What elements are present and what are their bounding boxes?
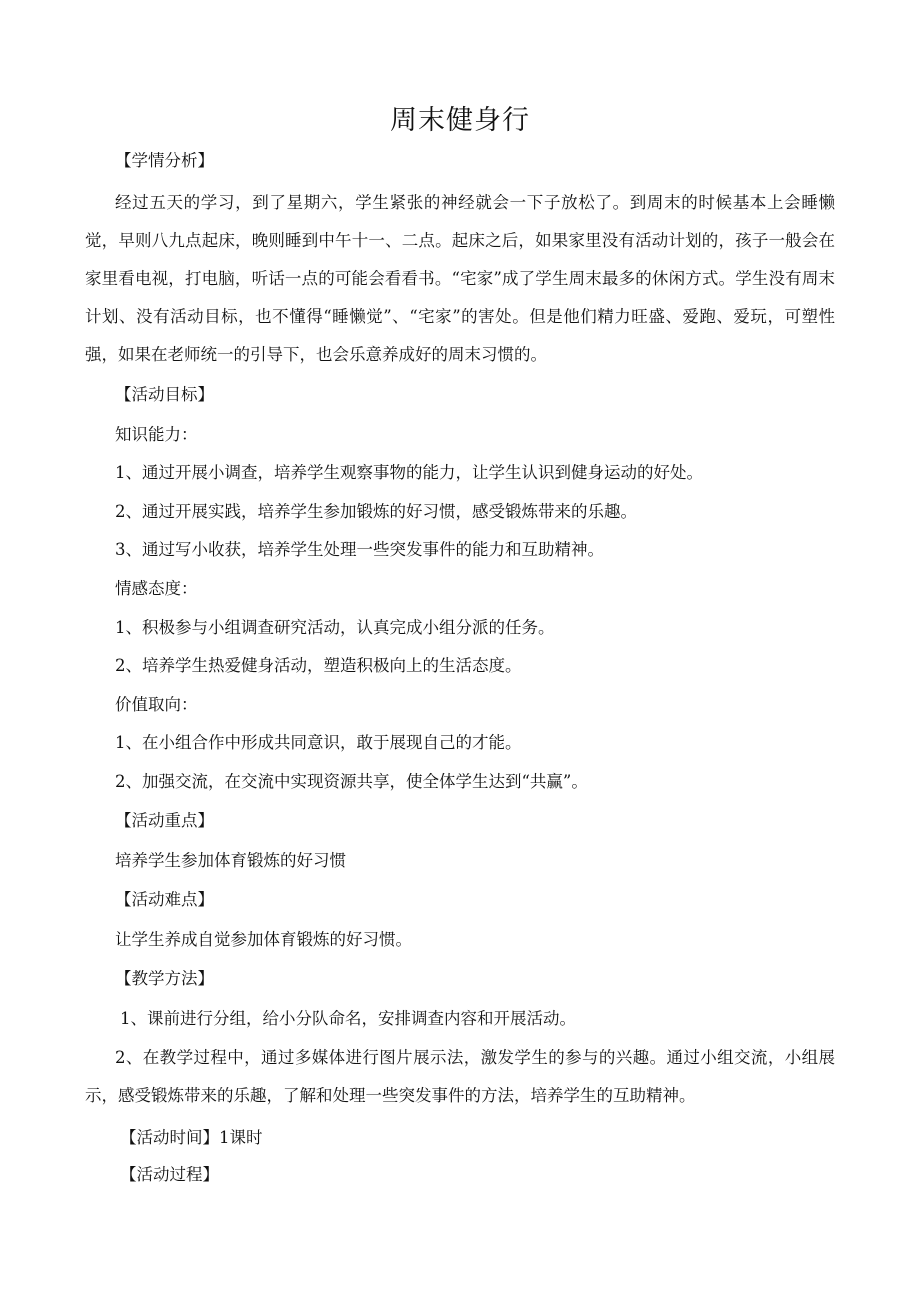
emotion-label: 情感态度： (115, 579, 198, 598)
value-item: 1、在小组合作中形成共同意识，敢于展现自己的才能。 (115, 733, 522, 752)
method-item: 2、在教学过程中，通过多媒体进行图片展示法，激发学生的参与的兴趣。通过小组交流，小组展示，感受锻炼带来的乐趣，了解和处理一些突发事件的方法，培养学生的互助精神。 (85, 1048, 835, 1105)
knowledge-item: 2、通过开展实践，培养学生参加锻炼的好习惯，感受锻炼带来的乐趣。 (115, 502, 637, 521)
emotion-item: 2、培养学生热爱健身活动，塑造积极向上的生活态度。 (115, 656, 522, 675)
method-item: 1、课前进行分组，给小分队命名，安排调查内容和开展活动。 (120, 1009, 576, 1028)
value-label: 价值取向： (115, 695, 198, 714)
time-heading: 【活动时间】1课时 (120, 1128, 263, 1147)
key-text: 培养学生参加体育锻炼的好习惯 (115, 851, 346, 870)
difficulty-heading: 【活动难点】 (115, 890, 214, 909)
value-item: 2、加强交流，在交流中实现资源共享，使全体学生达到“共赢”。 (115, 772, 588, 791)
difficulty-text: 让学生养成自觉参加体育锻炼的好习惯。 (115, 930, 412, 949)
knowledge-label: 知识能力： (115, 425, 198, 444)
knowledge-item: 3、通过写小收获，培养学生处理一些突发事件的能力和互助精神。 (115, 540, 604, 559)
page-title: 周末健身行 (390, 105, 530, 136)
emotion-item: 1、积极参与小组调查研究活动，认真完成小组分派的任务。 (115, 618, 555, 637)
key-heading: 【活动重点】 (115, 811, 214, 830)
method-heading: 【教学方法】 (115, 969, 214, 988)
analysis-heading: 【学情分析】 (115, 151, 214, 170)
goals-heading: 【活动目标】 (115, 385, 214, 404)
analysis-paragraph: 经过五天的学习，到了星期六，学生紧张的神经就会一下子放松了。到周末的时候基本上会睡懒觉，早则八九点起床，晚则睡到中午十一、二点。起床之后，如果家里没有活动计划的，孩子一般会在家里看电视，打电脑，听话一点的可能会看看书。“宅家”成了学生周末最多的休闲方式。学生没有周末计划、没有活动目标，也不懂得“睡懒觉”、“宅家”的害处。但是他们精力旺盛、爱跑、爱玩，可塑性强，如果在老师统一的引导下，也会乐意养成好的周末习惯的。 (85, 193, 835, 364)
knowledge-item: 1、通过开展小调查，培养学生观察事物的能力，让学生认识到健身运动的好处。 (115, 463, 703, 482)
process-heading: 【活动过程】 (120, 1165, 219, 1184)
